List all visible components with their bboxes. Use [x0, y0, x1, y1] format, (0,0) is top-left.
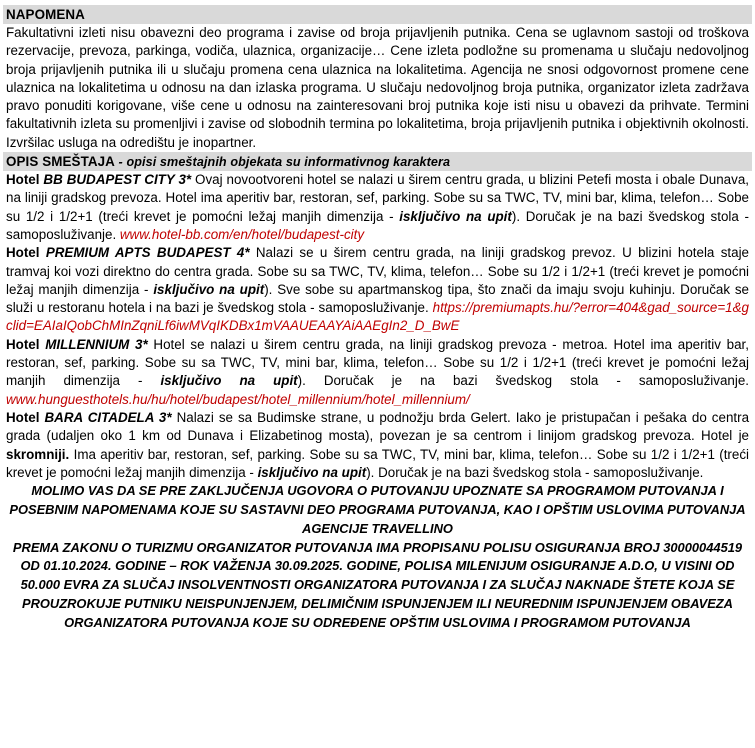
opis-smestaja-heading — [3, 152, 752, 171]
hotel-description: Nalazi se u širem centru grada, na liniji gradskog prevoz. U blizini hotela staje tramvaj koi vozi direktno do centra grada. Sobe su sa TWC, TV, klima, telefon… Sobe su 1/2 i 1/2+1 (treći krevet je pomoćni ležaj manjih dimenzija - — [6, 245, 749, 297]
hotel-description: Nalazi se sa Budimske strane, u podnožju brda Gelert. Iako je pristupačan i pešaka do centra grada (udaljen oko 1 km od Dunava i Elizabetinog mosta), povezan je sa centrom i linijom gradskog prevoza. Hotel je — [6, 409, 750, 444]
hotel-link[interactable]: www.hotel-bb.com/en/hotel/budapest-city — [119, 226, 365, 242]
on-request-note: isključivo na upit — [257, 464, 367, 480]
opis-subheading-text: - opisi smeštajnih objekata su informativnog karaktera — [114, 155, 451, 170]
contract-notice: MOLIMO VAS DA SE PRE ZAKLJUČENJA UGOVORA O PUTOVANJU UPOZNATE SA PROGRAMOM PUTOVANJA I POSEBNIM NAPOMENAMA KOJE SU SASTAVNI DEO PROGRAMA PUTOVANJA, KAO I OPŠTIM USLOVIMA PUTOVANJA AGENCIJE TRAVELLINO — [9, 483, 746, 536]
hotel-entry-bara-citadela — [3, 409, 752, 482]
opis-heading-text: OPIS SMEŠTAJA — [6, 154, 115, 170]
hotel-description-end: ). Sve sobe su apartmanskog tipa, što znači da imaju svoju kuhinju. Doručak se služi u restoranu hotela i na bazi je švedskog stola - samoposluživanje. — [6, 281, 749, 316]
hotel-link[interactable]: https://premiumapts.hu/?error=404&gad_source=1&gclid=EAIaIQobChMInZqniLf6iwMVqIKDBx1mVAAUEAAYAiAAEgIn2_D_BwE — [6, 300, 749, 334]
hotel-entry-millennium — [3, 336, 752, 409]
hotel-description-end: ). Doručak je na bazi švedskog stola - samoposluživanje. — [297, 373, 749, 389]
hotel-description-mid: Ima aperitiv bar, restoran, sef, parking. Sobe su sa TWC, TV, mini bar, klima, telefon… Sobe su 1/2 i 1/2+1 (treći krevet je pomoćni ležaj manjih dimenzija - — [6, 446, 749, 480]
hotel-entry-bb-budapest-city — [3, 171, 752, 244]
on-request-note: isključivo na upit — [160, 373, 298, 389]
hotel-description: Ovaj novootvoreni hotel se nalazi u širem centru grada, u blizini Petefi mosta i obale Dunava, na liniji gradskog prevoza. Hotel ima aperitiv bar, restoran, sef, parking. Sobe su sa TWC, TV, mini bar, klima, telefon… Sobe su 1/2 i 1/2+1 (treći krevet je pomoćni ležaj manjih dimenzija - — [6, 172, 749, 224]
napomena-heading — [3, 5, 752, 24]
napomena-paragraph: Fakultativni izleti nisu obavezni deo programa i zavise od broja prijavljenih putnika. Cena se uglavnom sastoji od troškova rezervacije, prevoza, parkinga, vodiča, ulaznica, organizacije… Cene izleta podložne su promenama u slučaju nedovoljnog broja prijavljenih putnika ili u slučaju promena cena ulaznica na lokalitetima. Agencija ne snosi odgovornost promene cene ulaznica na lokalitetima u odnosu na dan izlaska programa. U slučaju nedovoljnog broja putnika, organizator izleta zadržava pravo ponuditi korigovane, više cene u odnosu na zainteresovani broj putnika koje isti nisu u obavezi da prihvate. Termini fakultativnih izleta su promenljivi i zavise od slobodnih termina po lokalitetima, broja prijavljenih putnika i objektivnih okolnosti. Izvršilac usluga na odredištu je inopartner. — [6, 25, 749, 150]
hotel-modest-note: skromniji. — [6, 446, 70, 462]
document-page — [3, 0, 752, 633]
napomena-heading-text: NAPOMENA — [6, 7, 85, 22]
hotel-description-end: ). Doručak je na bazi švedskog stola - samoposluživanje. — [6, 208, 749, 242]
hotel-description: Hotel se nalazi u širem centru grada, na liniji gradskog prevoza - metroa. Hotel ima aperitiv bar, restoran, sef, parking. Sobe su sa TWC, TV, mini bar, klima, telefon… Sobe su 1/2 i 1/2+1 (treći krevet je pomoćni ležaj manjih dimenzija - — [6, 336, 750, 389]
hotel-description-end: ). Doručak je na bazi švedskog stola - samoposluživanje. — [366, 464, 704, 480]
hotel-name: Hotel BARA CITADELA 3* — [6, 409, 172, 425]
hotel-link[interactable]: www.hunguesthotels.hu/hu/hotel/budapest/hotel_millennium/hotel_millennium/ — [6, 391, 470, 407]
on-request-note: isključivo na upit — [153, 281, 265, 297]
hotel-name: Hotel BB BUDAPEST CITY 3* — [6, 172, 192, 188]
hotel-name: Hotel MILLENNIUM 3* — [6, 336, 148, 352]
hotel-name: Hotel PREMIUM APTS BUDAPEST 4* — [6, 245, 250, 261]
on-request-note: isključivo na upit — [399, 208, 512, 224]
hotel-entry-premium-apts — [3, 244, 752, 335]
insurance-notice: PREMA ZAKONU O TURIZMU ORGANIZATOR PUTOVANJA IMA PROPISANU POLISU OSIGURANJA BROJ 30000044519 OD 01.10.2024. GODINE – ROK VAŽENJA 30.09.2025. GODINE, POLISA MILENIJUM OSIGURANJE A.D.O, U VISINI OD 50.000 EVRA ZA SLUČAJ INSOLVENTNOSTI ORGANIZATORA PUTOVANJA I ZA SLUČAJ NAKNADE ŠTETE KOJA SE PROUZROKUJE PUTNIKU NEISPUNJENJEM, DELIMIČNIM ISPUNJENJEM ILI NEUREDNIM ISPUNJENJEM OBAVEZA ORGANIZATORA PUTOVANJA KOJE SU ODREĐENE OPŠTIM USLOVIMA I PROGRAMOM PUTOVANJA — [12, 539, 743, 630]
